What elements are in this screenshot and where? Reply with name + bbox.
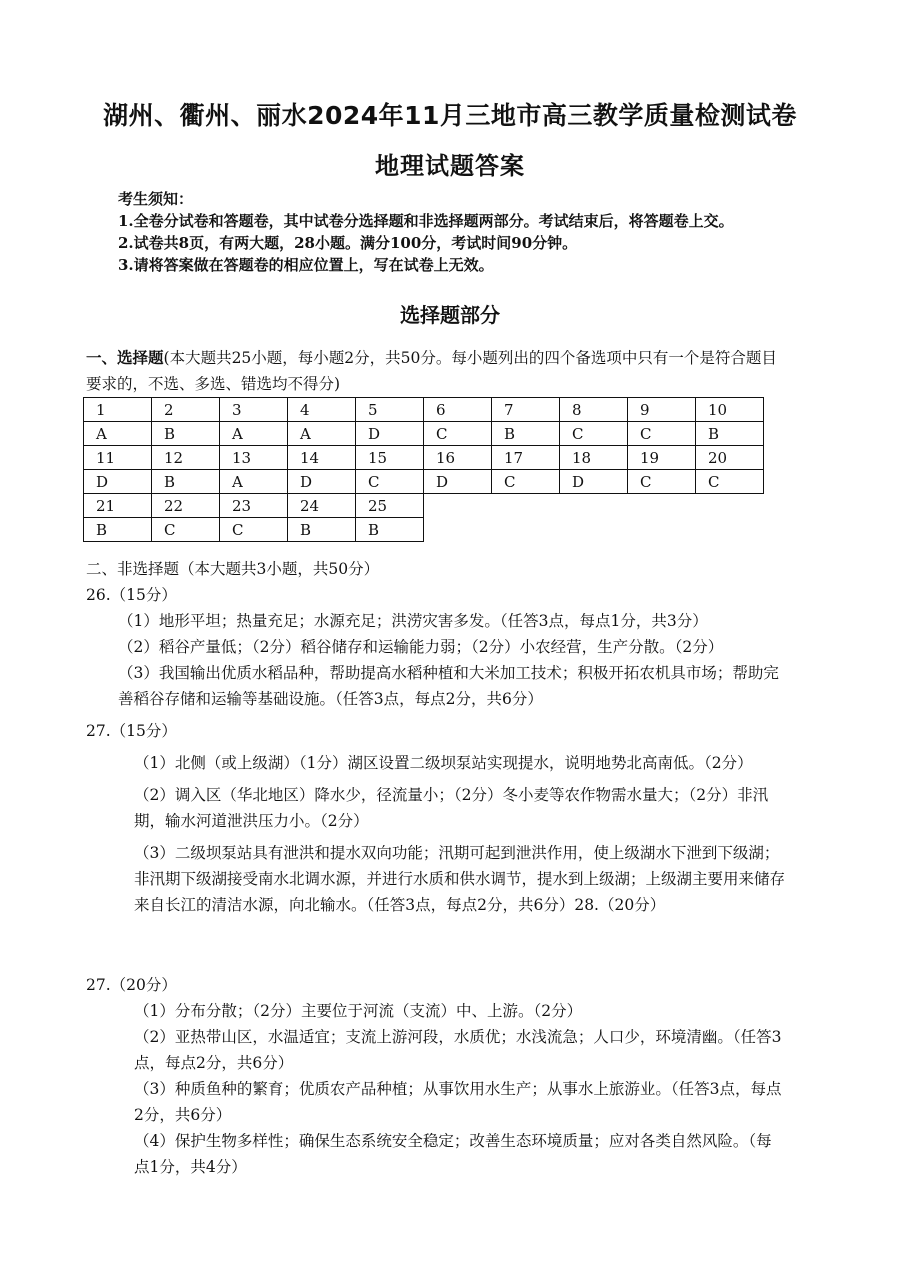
q27-answer-2: （2）调入区（华北地区）降水少，径流量小；（2分）冬小麦等农作物需水量大；（2分）非汛期，输水河道泄洪压力小。（2分） xyxy=(134,786,769,830)
q26-answer-1: （1）地形平坦；热量充足；水源充足；洪涝灾害多发。（任答3点，每点1分，共3分） xyxy=(118,612,708,630)
table-cell: B xyxy=(84,518,152,542)
table-cell: C xyxy=(628,422,696,446)
exam-notice xyxy=(118,188,798,276)
table-cell: C xyxy=(560,422,628,446)
answer-table xyxy=(83,397,764,542)
table-cell: B xyxy=(152,470,220,494)
q28-answer-2: （2）亚热带山区，水温适宜；支流上游河段，水质优；水浅流急；人口少，环境清幽。（任答3点，每点2分，共6分） xyxy=(134,1028,782,1072)
table-cell: 7 xyxy=(492,398,560,422)
table-row xyxy=(84,518,764,542)
question-26 xyxy=(86,556,786,712)
part1-heading xyxy=(86,345,786,397)
page-title: 湖州、衢州、丽水2024年11月三地市高三教学质量检测试卷 xyxy=(103,101,797,130)
table-cell: B xyxy=(152,422,220,446)
table-cell: 14 xyxy=(288,446,356,470)
q28-answer-1: （1）分布分散；（2分）主要位于河流（支流）中、上游。（2分） xyxy=(134,1002,583,1020)
table-cell: A xyxy=(84,422,152,446)
q28-head: 27.（20分） xyxy=(86,976,177,994)
notice-item-1: 1.全卷分试卷和答题卷，其中试卷分选择题和非选择题两部分。考试结束后，将答题卷上交。 xyxy=(118,212,734,230)
table-cell: C xyxy=(628,470,696,494)
table-cell: 20 xyxy=(696,446,764,470)
table-cell: B xyxy=(356,518,424,542)
q27-answer-3: （3）二级坝泵站具有泄洪和提水双向功能；汛期可起到泄洪作用，使上级湖水下泄到下级湖；非汛期下级湖接受南水北调水源，并进行水质和供水调节，提水到上级湖；上级湖主要用来储存来自长江的清洁水源，向北输水。（任答3点，每点2分，共6分）28.（20分） xyxy=(134,844,786,914)
table-cell: 10 xyxy=(696,398,764,422)
part2-heading: 二、非选择题（本大题共3小题，共50分） xyxy=(86,560,380,578)
table-cell: 8 xyxy=(560,398,628,422)
part1-desc: (本大题共25小题，每小题2分，共50分。每小题列出的四个备选项中只有一个是符合题目要求的，不选、多选、错选均不得分) xyxy=(86,349,777,393)
table-cell: D xyxy=(560,470,628,494)
section-title: 选择题部分 xyxy=(400,303,500,327)
q27-answer-1: （1）北侧（或上级湖）（1分）湖区设置二级坝泵站实现提水，说明地势北高南低。（2分） xyxy=(134,754,753,772)
table-cell: C xyxy=(424,422,492,446)
table-cell: C xyxy=(492,470,560,494)
q26-answer-3: （3）我国输出优质水稻品种，帮助提高水稻种植和大米加工技术；积极开拓农机具市场；帮助完善稻谷存储和运输等基础设施。（任答3点，每点2分，共6分） xyxy=(118,664,779,708)
table-cell: 22 xyxy=(152,494,220,518)
table-cell: C xyxy=(356,470,424,494)
table-row xyxy=(84,446,764,470)
page-subtitle: 地理试题答案 xyxy=(375,152,525,180)
table-cell: 1 xyxy=(84,398,152,422)
table-cell: 5 xyxy=(356,398,424,422)
question-27 xyxy=(86,718,786,918)
table-cell: D xyxy=(424,470,492,494)
table-cell: B xyxy=(288,518,356,542)
table-row xyxy=(84,494,764,518)
table-cell: B xyxy=(492,422,560,446)
table-cell: 9 xyxy=(628,398,696,422)
table-cell: D xyxy=(288,470,356,494)
table-empty-area xyxy=(424,494,764,518)
table-cell: C xyxy=(152,518,220,542)
table-cell: C xyxy=(696,470,764,494)
table-cell: 15 xyxy=(356,446,424,470)
table-cell: 3 xyxy=(220,398,288,422)
notice-item-3: 3.请将答案做在答题卷的相应位置上，写在试卷上无效。 xyxy=(118,256,494,274)
table-empty-area xyxy=(424,518,764,542)
table-cell: 2 xyxy=(152,398,220,422)
table-cell: 11 xyxy=(84,446,152,470)
notice-item-2: 2.试卷共8页，有两大题，28小题。满分100分，考试时间90分钟。 xyxy=(118,234,578,252)
table-cell: 16 xyxy=(424,446,492,470)
table-cell: 4 xyxy=(288,398,356,422)
table-cell: 18 xyxy=(560,446,628,470)
q27-head: 27.（15分） xyxy=(86,722,177,740)
q28-answer-3: （3）种质鱼种的繁育；优质农产品种植；从事饮用水生产；从事水上旅游业。（任答3点，每点2分，共6分） xyxy=(134,1080,782,1124)
table-cell: 13 xyxy=(220,446,288,470)
table-cell: 25 xyxy=(356,494,424,518)
table-cell: 21 xyxy=(84,494,152,518)
q28-answer-4: （4）保护生物多样性；确保生态系统安全稳定；改善生态环境质量；应对各类自然风险。（每点1分，共4分） xyxy=(134,1132,772,1176)
table-cell: D xyxy=(356,422,424,446)
table-cell: A xyxy=(220,470,288,494)
table-cell: 17 xyxy=(492,446,560,470)
table-row xyxy=(84,422,764,446)
table-cell: B xyxy=(696,422,764,446)
question-28 xyxy=(86,972,786,1180)
table-cell: C xyxy=(220,518,288,542)
table-row xyxy=(84,470,764,494)
table-cell: D xyxy=(84,470,152,494)
q26-answer-2: （2）稻谷产量低；（2分）稻谷储存和运输能力弱；（2分）小农经营，生产分散。（2分） xyxy=(118,638,724,656)
table-cell: 24 xyxy=(288,494,356,518)
table-cell: 12 xyxy=(152,446,220,470)
table-cell: A xyxy=(288,422,356,446)
notice-heading: 考生须知： xyxy=(118,190,194,208)
table-cell: 6 xyxy=(424,398,492,422)
table-row xyxy=(84,398,764,422)
q26-head: 26.（15分） xyxy=(86,586,177,604)
table-cell: 23 xyxy=(220,494,288,518)
part1-label: 一、选择题 xyxy=(86,349,164,367)
table-cell: A xyxy=(220,422,288,446)
table-cell: 19 xyxy=(628,446,696,470)
